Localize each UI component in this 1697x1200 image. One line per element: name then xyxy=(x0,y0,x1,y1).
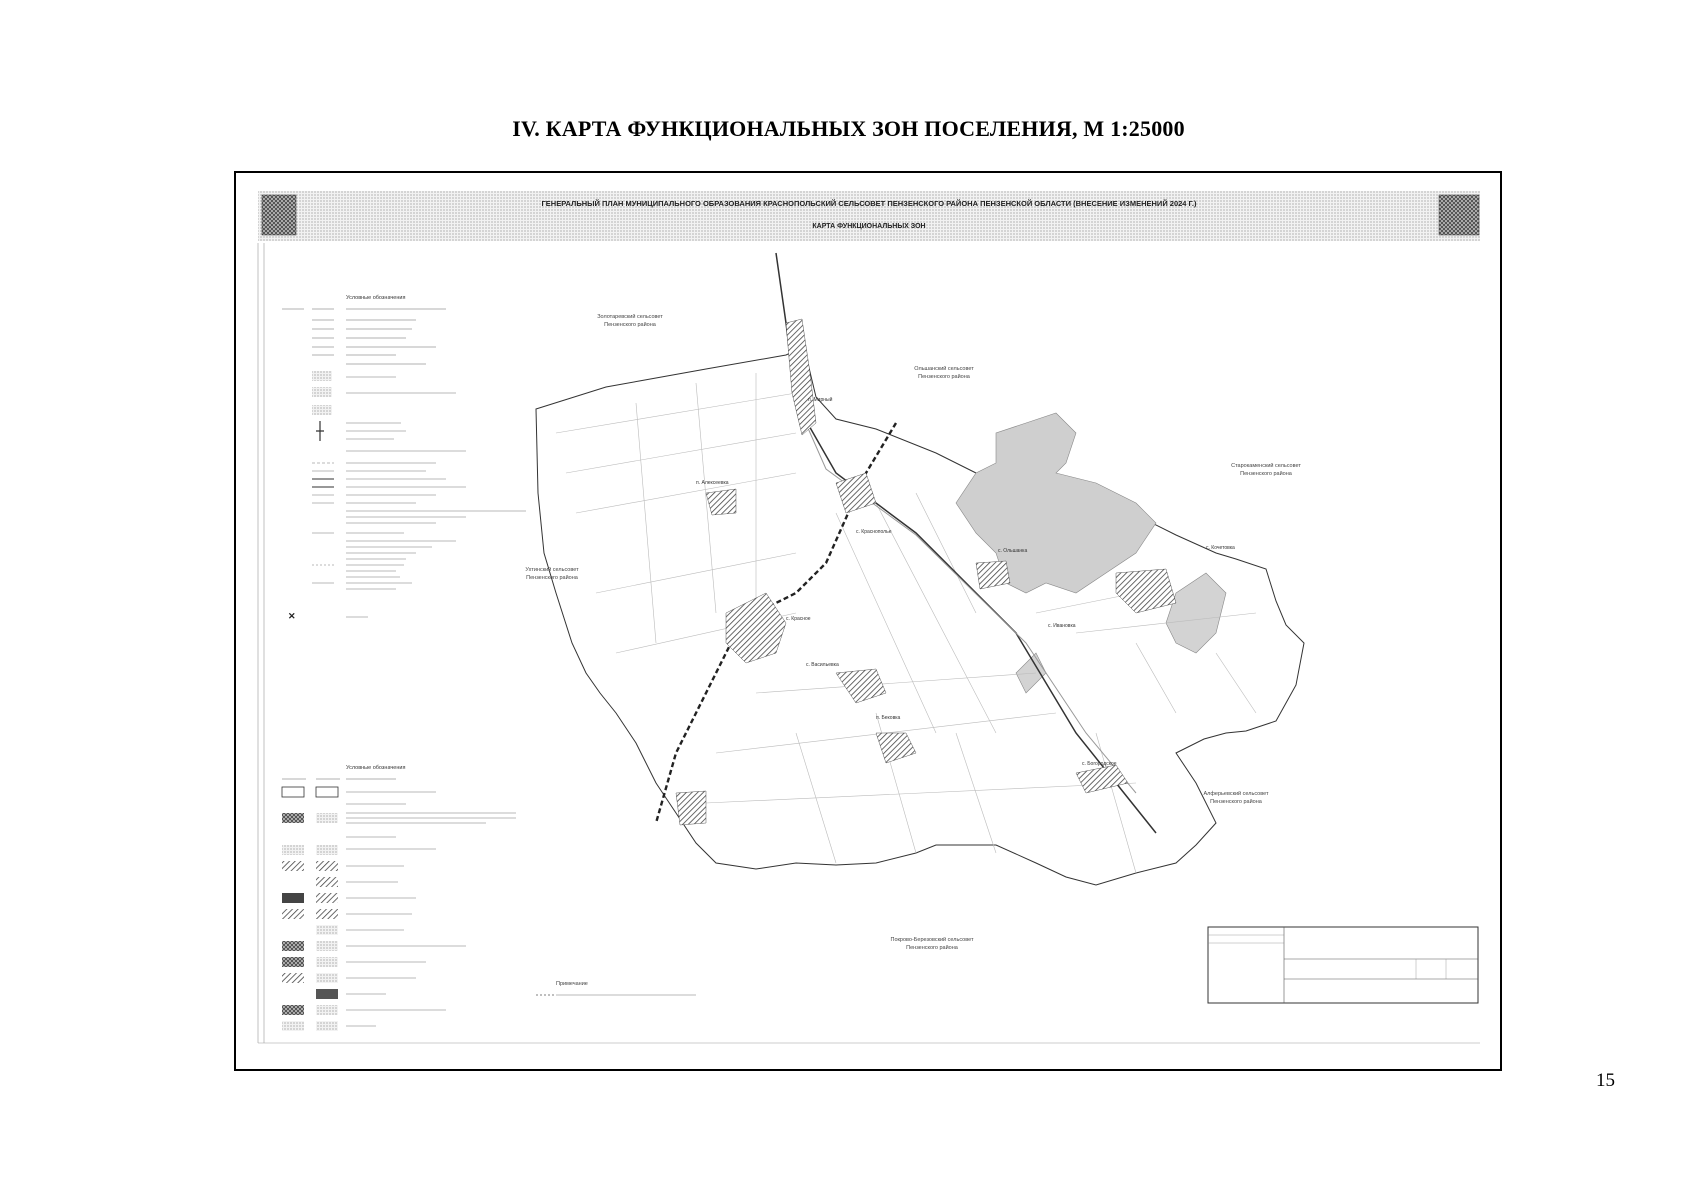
neighbor-label: Пензенского района xyxy=(604,322,656,328)
page-title: IV. КАРТА ФУНКЦИОНАЛЬНЫХ ЗОН ПОСЕЛЕНИЯ, М 1:25000 xyxy=(512,116,1185,141)
settlement-label: с. Богородское xyxy=(1082,761,1117,767)
settlement-label: п. Алексеевка xyxy=(696,480,729,486)
page-number: 15 xyxy=(1596,1070,1615,1091)
settlement-label: п. Бековка xyxy=(876,715,901,721)
title-block xyxy=(1208,927,1478,1003)
neighbor-label: Покрово-Березовский сельсовет xyxy=(890,937,974,943)
functional-zones-map xyxy=(234,171,1502,1071)
neighbor-label: Ухтинский сельсовет xyxy=(525,567,579,573)
note-title: Примечание xyxy=(556,981,588,987)
legend-top xyxy=(282,295,526,621)
coat-of-arms-right-icon xyxy=(1439,195,1479,235)
map-canvas xyxy=(236,173,1500,1069)
legend-marker-icon: ✕ xyxy=(288,611,296,621)
banner-title: ГЕНЕРАЛЬНЫЙ ПЛАН МУНИЦИПАЛЬНОГО ОБРАЗОВАНИЯ КРАСНОПОЛЬСКИЙ СЕЛЬСОВЕТ ПЕНЗЕНСКОГО РАЙОНА ПЕНЗЕНСКОЙ ОБЛАСТИ (ВНЕСЕНИЕ ИЗМЕНЕНИЙ 2024 Г.) xyxy=(541,199,1197,208)
banner-subtitle: КАРТА ФУНКЦИОНАЛЬНЫХ ЗОН xyxy=(812,223,926,230)
neighbor-label: Золотаревский сельсовет xyxy=(597,314,663,320)
legend-bottom xyxy=(282,765,516,1031)
neighbor-label: Алферьевский сельсовет xyxy=(1203,791,1269,797)
neighbor-label: Ольшанский сельсовет xyxy=(914,366,974,372)
neighbor-label: Пензенского района xyxy=(906,945,958,951)
legend-bottom-title: Условные обозначения xyxy=(346,765,406,771)
neighbor-label: Пензенского района xyxy=(1210,799,1262,805)
settlement-label: с. Краснополье xyxy=(856,529,892,535)
neighbor-label: Старокаменский сельсовет xyxy=(1231,463,1301,469)
coat-of-arms-left-icon xyxy=(262,195,296,235)
settlement-label: с. Красное xyxy=(786,616,811,622)
map-note xyxy=(536,981,696,995)
settlement-label: с. Ивановка xyxy=(1048,623,1076,629)
settlement-label: с. Васильевка xyxy=(806,662,839,668)
settlement-label: с. Кочетовка xyxy=(1206,545,1235,551)
settlement-label: с. Ольшанка xyxy=(998,548,1028,554)
neighbor-label: Пензенского района xyxy=(1240,471,1292,477)
settlement-label: п. Мирный xyxy=(808,397,833,403)
legend-top-title: Условные обозначения xyxy=(346,295,406,301)
neighbor-label: Пензенского района xyxy=(918,374,970,380)
neighbor-label: Пензенского района xyxy=(526,575,578,581)
